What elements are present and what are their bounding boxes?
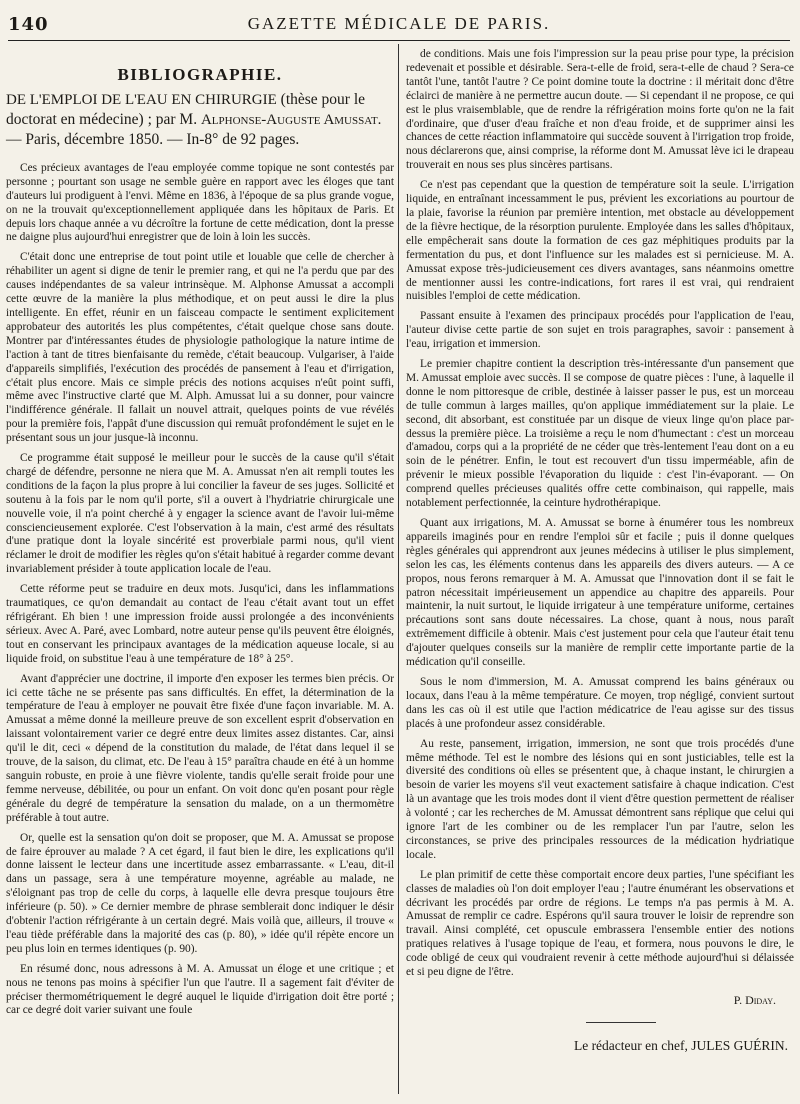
book-reference xyxy=(6,90,394,150)
section-title: BIBLIOGRAPHIE. xyxy=(117,65,283,84)
left-column xyxy=(6,48,394,1024)
paragraph: de conditions. Mais une fois l'impression sur la peau prise pour type, la précision redevenait et possible et désirable. Sera-t-elle de froid, sera-t-elle de chaud ? Sera-ce tantôt l'une, tantôt l'autre ? Ce point domine toute la doctrine : il méritait donc d'être éclairci de manière à ne permettre aucun doute. — Si cependant il ne propose, ce qui est le plus vraisemblable, que de rendre la réfrigération moins forte qu'on ne la fait d'ordinaire, que d'user d'eau fraîche et non d'eau froide, et de supprimer ainsi les chances de cette réaction inflammatoire qui succède souvent à l'irrigation trop froide, nous déclarerons que, ainsi comprise, la réforme dont M. Amussat lève ici le drapeau trouverait en nous ses plus sincères partisans. xyxy=(406,48,794,172)
author-signature: P. Diday. xyxy=(733,993,776,1007)
paragraph: Sous le nom d'immersion, M. A. Amussat comprend les bains généraux ou locaux, dans l'eau à la même température. Ce moyen, trop négligé, convient surtout dans les cas où il est utile que l'action médicatrice de l'eau agisse sur des tissus placés à une profondeur assez considérable. xyxy=(406,675,794,730)
paragraph: Le premier chapitre contient la description très-intéressante d'un pansement que M. Amussat emploie avec succès. Il se compose de quatre pièces : l'une, à laquelle il donne le nom pittoresque de crible, destinée à laisser passer le pus, est un morceau de tulle commun à larges mailles, qu'on applique immédiatement sur la plaie. Le second, dit absorbant, est constituée par un disque de vieux linge qu'on place par-dessus la première pièce. La troisième a reçu le nom d'humectant : c'est un morceau d'amadou, corps qui a la propriété de ne céder que très-lentement l'eau dont on a eu soin de le pénétrer. Enfin, le tout est recouvert d'un tissu imperméable, afin de prévenir le mieux possible l'évaporation du liquide : c'est l'in-évaporant. — On comprend quelles précieuses qualités offre cette combinaison, qui rappelle, mais notablement perfectionnée, la ceinture hydrothérapique. xyxy=(406,358,794,510)
editor-line: Le rédacteur en chef, JULES GUÉRIN. xyxy=(573,1037,788,1053)
paragraph: Ce n'est pas cependant que la question de température soit la seule. L'irrigation liquide, en entraînant incessamment le pus, prévient les excoriations au pourtour de la plaie, favorise la réunion par première intention, met obstacle au développement de la fièvre hectique, de la résorption purulente. Employée dans les salles d'hôpitaux, elle empêcherait sans doute la formation de ces gaz méphitiques produits par la fermentation du pus, et dont l'influence sur les malades est si pernicieuse. M. A. Amussat expose très-judicieusement ces divers avantages, sans néanmoins omettre de mentionner aussi les contre-indications, fort rares il est vrai, qui rendraient nuisibles l'emploi de cette médication. xyxy=(406,179,794,303)
book-title: DE L'EMPLOI DE L'EAU EN CHIRURGIE xyxy=(6,91,277,108)
page-number: 140 xyxy=(8,13,49,35)
right-column xyxy=(406,48,794,1053)
book-publication: — Paris, décembre 1850. — In-8° de 92 pages. xyxy=(6,130,300,148)
paragraph: Quant aux irrigations, M. A. Amussat se borne à énumérer tous les nombreux appareils imaginés pour en rendre l'emploi sûr et facile ; puis il donne quelques règles générales qui apprendront aux jeunes médecins à utiliser le plus simplement, selon les cas, les éléments contenus dans les appareils des divers auteurs. — A ce propos, nous ferons remarquer à M. A. Amussat que l'innovation dont il se fait le patron nécessitait impérieusement un appendice au chapitre des appareils. Pour maintenir, la nuit surtout, le liquide irrigateur à une température uniforme, certaines précautions sont sans doute nécessaires. La chose, quant à nous, nous paraît extrêmement difficile à obtenir. Mais c'est justement pour cela que l'auteur était tenu d'ajouter quelques conseils sur la manière de remplir cette importante partie de la médication qu'il conseille. xyxy=(406,517,794,669)
journal-title: GAZETTE MÉDICALE DE PARIS. xyxy=(247,14,551,33)
signature-rule xyxy=(586,1022,656,1023)
book-description: (thèse pour le doctorat en médecine) ; par M. xyxy=(6,90,366,128)
paragraph: Le plan primitif de cette thèse comportait encore deux parties, l'une spécifiant les classes de maladies où l'on doit employer l'eau ; l'autre énumérant les observations et décrivant les procédés par ordre de régions. Le temps n'a pas permis à M. A. Amussat de remplir ce cadre. Espérons qu'il saura trouver le loisir de reprendre son travail. Ainsi complété, cet opuscule embrassera l'ensemble entier des notions pratiques relatives à l'usage topique de l'eau, et formera, nous pouvons le dire, le code obligé de ceux qui voudraient revenir à cette méthode aujourd'hui si délaissée et si peu digne de l'être. xyxy=(406,868,794,979)
paragraph: C'était donc une entreprise de tout point utile et louable que celle de chercher à réhabiliter un agent si digne de tenir le premier rang, et qui ne l'a perdu que par des causes indépendantes de sa valeur intrinsèque. M. Alphonse Amussat a accompli cette œuvre de la manière la plus méthodique, et on peut aussi le dire la plus intelligente. En effet, réunir en un faisceau compacte le sentiment explicitement approbateur des autorités les plus compétentes, c'était quelque chose sans doute. Montrer par d'intéressantes études de physiologie pathologique la nature intime de l'action à tant de titres bienfaisante du remède, c'était beaucoup. Vulgariser, à l'aide d'appareils simplifiés, l'exécution des procédés de pansement à l'eau et d'irrigation, c'était plus encore. Mais ce simple précis des notions acquises n'eût point suffi, même avec l'instructive clarté que M. Alph. Amussat lui a su donner, pour vaincre l'indifférence générale. Il fallait un nouvel attrait, quelques points de vue révélés pour la première fois, l'appât d'une discussion qui remuât profondément le sujet en le présentant sous un jour jusque-là inconnu. xyxy=(6,251,394,445)
paragraph: Ce programme était supposé le meilleur pour le succès de la cause qu'il s'était chargé de défendre, personne ne niera que M. A. Amussat n'en ait rempli toutes les conditions de la façon la plus propre à lui concilier la faveur de ses juges. Sollicité et soutenu à la fois par le nom qu'il porte, s'il a ouvert à l'hydriatrie chirurgicale une nouvelle voie, il n'a point cherché à y engager la science avant de l'avoir lui-même consciencieusement explorée. C'est l'observation à la main, c'est armé des résultats d'une pratique dont la loyale sincérité est proverbiale parmi nous, qu'il vient réclamer le droit de modifier les règles qu'on s'était habitué à regarder comme devant invariablement présider à toute application locale de l'eau. xyxy=(6,452,394,576)
column-divider xyxy=(398,44,399,1094)
header-rule xyxy=(8,40,790,41)
paragraph: Cette réforme peut se traduire en deux mots. Jusqu'ici, dans les inflammations traumatiques, ce qu'on demandait au contact de l'eau c'était avant tout un effet réfrigérant. Eh bien ! une impression froide aussi prolongée a des inconvénients sérieux. Avec A. Paré, avec Lombard, notre auteur pense qu'ils peuvent être éloignés, tout en conservant les principaux avantages de la médication aqueuse locale, si au liquide froid, on substitue l'eau à une température de 18° à 25°. xyxy=(6,583,394,665)
page-header xyxy=(8,10,790,38)
paragraph: En résumé donc, nous adressons à M. A. Amussat un éloge et une critique ; et nous ne tenons pas moins à spécifier l'un que l'autre. Il a sagement fait d'éviter de préciser thermométriquement le degré auquel le liquide d'irrigation doit être porté ; car ce degré doit varier suivant une foule xyxy=(6,962,394,1017)
paragraph: Ces précieux avantages de l'eau employée comme topique ne sont contestés par personne ; pourtant son usage ne semble guère en rapport avec les éloges que tant d'auteurs lui prodiguent à l'envi. Même en 1836, à l'époque de sa plus grande vogue, on ne la trouvait qu'exceptionnellement appliquée dans les hôpitaux de Paris. Et depuis lors chaque année a vu décroître la fortune de cette médication, dont la presse ne daigne plus aujourd'hui enregistrer que de loin à loin les succès. xyxy=(6,161,394,244)
book-author: Alphonse-Auguste Amussat. xyxy=(200,111,382,128)
paragraph: Or, quelle est la sensation qu'on doit se proposer, que M. A. Amussat se propose de faire éprouver au malade ? A cet égard, il faut bien le dire, les explications qu'il donne laissent le lecteur dans une incertitude assez embarrassante. « L'eau, dit-il dans un passage, sera à une température moyenne, agréable au malade, ne s'éloignant pas trop de celle du corps, à laquelle elle devra presque toujours être inférieure (p. 50). » Ce dernier membre de phrase semblerait donc indiquer le désir d'obtenir l'action réfrigérante à un certain degré. Mais voilà que, ailleurs, il trouve « l'eau tiède préférable dans la majorité des cas (p. 80), » idée qu'il répète encore un peu plus loin en termes identiques (p. 90). xyxy=(6,831,394,955)
paragraph: Au reste, pansement, irrigation, immersion, ne sont que trois procédés d'une même méthode. Tel est le nombre des lésions qui en sont justiciables, telle est la diversité des conditions où elles se présentent que, à chaque instant, le chirurgien a besoin de varier les moyens s'il veut exactement satisfaire à chaque indication. C'est là un avantage que les trois modes dont il vient d'être question permettent de réaliser à volonté ; car les recherches de M. Amussat démontrent sans réplique que celui qui ignore l'art de les combiner ou de les remplacer l'un par l'autre, selon les circonstances, se prive des principales ressources de la médication hydriatique locale. xyxy=(406,737,794,861)
paragraph: Avant d'apprécier une doctrine, il importe d'en exposer les termes bien précis. Or ici cette tâche ne se présente pas sans difficultés. En effet, la détermination de la température de l'eau à employer ne pouvait être fixée d'une façon invariable. M. A. Amussat a même donné la meilleure preuve de son excellent esprit d'observation en laissant volontairement varier ce degré entre deux limites assez distantes. Car, ainsi qu'il le dit, ceci « dépend de la constitution du malade, de l'état dans lequel il se trouve, de la saison, du climat, etc. De l'eau à 15° paraîtra chaude en été à un homme sanguin robuste, en proie à une fièvre violente, tandis qu'elle serait froide pour une femme nerveuse, débilitée, ou pour un enfant. On voit donc qu'en posant pour règle générale du degré de température la sensation du malade, on a un thermomètre préférable à tout autre. xyxy=(6,672,394,824)
paragraph: Passant ensuite à l'examen des principaux procédés pour l'application de l'eau, l'auteur divise cette partie de son sujet en trois paragraphes, savoir : pansement à l'eau, irrigation et immersion. xyxy=(406,310,794,351)
